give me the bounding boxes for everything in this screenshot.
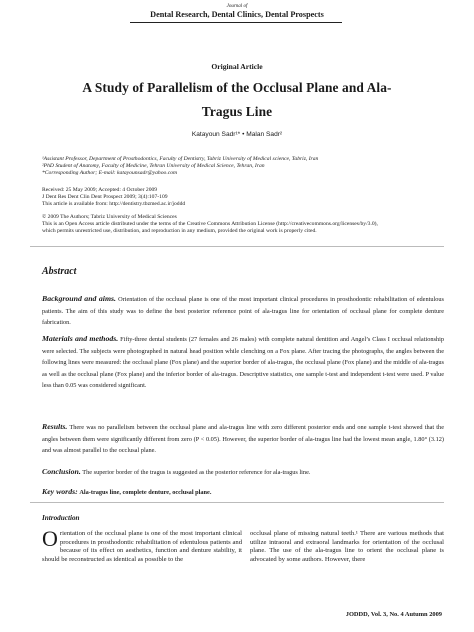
keywords-label: Key words: bbox=[42, 487, 78, 496]
abstract-heading: Abstract bbox=[42, 266, 77, 277]
article-availability: This article is available from: http://dentistry.tbzmed.ac.ir/joddd bbox=[42, 201, 186, 207]
introduction-heading: Introduction bbox=[42, 514, 80, 522]
methods-label: Materials and methods. bbox=[42, 334, 119, 343]
journal-label: Journal of bbox=[226, 4, 248, 9]
keywords-text: Ala-tragus line, complete denture, occlusal plane. bbox=[79, 489, 212, 496]
copyright-line-2: This is an Open Access article distributed under the terms of the Creative Commons Attribution License (http://creativecommons.org/licenses/by/3.0), bbox=[42, 221, 378, 227]
results-text: There was no parallelism between the occlusal plane and ala-tragus line with zero different posterior ends and one sample t-test showed that the angles between them were significantly different from zero (P < 0.05). However, the superior border of ala-tragus line had the lowest mean angle, 1.80° (3.12) and was almost parallel to the occlusal plane. bbox=[42, 424, 444, 455]
introduction-left-text: rientation of the occlusal plane is one of the most important clinical procedures in prosthodontic rehabilitation of edentulous patients and because of its effect on aesthetics, function and denture stability, it should be reconstructed as identical as possible to the bbox=[42, 530, 242, 563]
paper-title-line-1: A Study of Parallelism of the Occlusal Plane and Ala- bbox=[82, 80, 392, 95]
divider-top bbox=[30, 246, 444, 247]
page-footer: JODDD, Vol. 3, No. 4 Autumn 2009 bbox=[345, 611, 442, 618]
journal-rule bbox=[130, 22, 342, 23]
conclusion-text: The superior border of the tragus is suggested as the posterior reference for ala-tragus line. bbox=[82, 469, 311, 476]
copyright-line-1: © 2009 The Authors; Tabriz University of Medical Sciences bbox=[42, 214, 177, 220]
article-dates: Received: 25 May 2009; Accepted: 4 October 2009 bbox=[42, 187, 158, 193]
abstract-keywords bbox=[42, 486, 444, 499]
affiliation-2: ²PhD Student of Anatomy, Faculty of Medicine, Tehran University of Medical Science, Tehran, Iran bbox=[42, 163, 265, 169]
journal-title: Dental Research, Dental Clinics, Dental Prospects bbox=[150, 10, 324, 19]
abstract-results bbox=[42, 421, 444, 457]
paper-title-line-2: Tragus Line bbox=[201, 104, 273, 119]
article-type: Original Article bbox=[211, 62, 263, 71]
copyright-line-3: which permits unrestricted use, distribution, and reproduction in any medium, provided the original work is properly cited. bbox=[42, 228, 317, 234]
background-text: Orientation of the occlusal plane is one of the most important clinical procedures in prosthodontic rehabilitation of edentulous patients. The aim of this study was to define the best posterior reference point of ala-tragus line for orientation of occlusal plane for complete denture fabrication. bbox=[42, 296, 444, 327]
conclusion-label: Conclusion. bbox=[42, 467, 81, 476]
divider-bottom bbox=[30, 502, 444, 503]
introduction-right-column: occlusal plane of missing natural teeth.¹ There are various methods that utilize intraoral and extraoral landmarks for orientation of the occlusal plane. The use of the ala-tragus line to orient the occlusal plane is advocated by some authors. However, there bbox=[250, 530, 444, 563]
results-label: Results. bbox=[42, 422, 68, 431]
abstract-background bbox=[42, 293, 444, 329]
article-citation: J Dent Res Dent Clin Dent Prospect 2009; 3(4):107-109 bbox=[42, 194, 168, 200]
dropcap: O bbox=[42, 526, 58, 551]
authors: Katayoun Sadr¹* • Malan Sadr² bbox=[191, 131, 283, 138]
corresponding-author: *Corresponding Author; E-mail: katayounsadr@yahoo.com bbox=[42, 170, 178, 176]
affiliation-1: ¹Assistant Professor, Department of Prosthodontics, Faculty of Dentistry, Tabriz University of Medical science, Tabriz, Iran bbox=[42, 156, 319, 162]
abstract-methods bbox=[42, 333, 444, 392]
introduction-left-column bbox=[42, 526, 242, 564]
background-label: Background and aims. bbox=[42, 294, 117, 303]
abstract-conclusion bbox=[42, 466, 444, 479]
methods-text: Fifty-three dental students (27 females and 26 males) with complete natural dentition and Angel’s Class I occlusal relationship were selected. The subjects were photographed in natural head position while clenching on a Fox plane. After tracing the photographs, the angles between the following lines were measured: the occlusal plane (Fox plane) and the superior border of ala-tragus, the occlusal plane (Fox plane) and the middle of ala-tragus as well as the occlusal plane (Fox plane) and the inferior border of ala-tragus. Descriptive statistics, one sample t-test and independent t-test were used. P value less than 0.05 was considered significant. bbox=[42, 336, 444, 390]
